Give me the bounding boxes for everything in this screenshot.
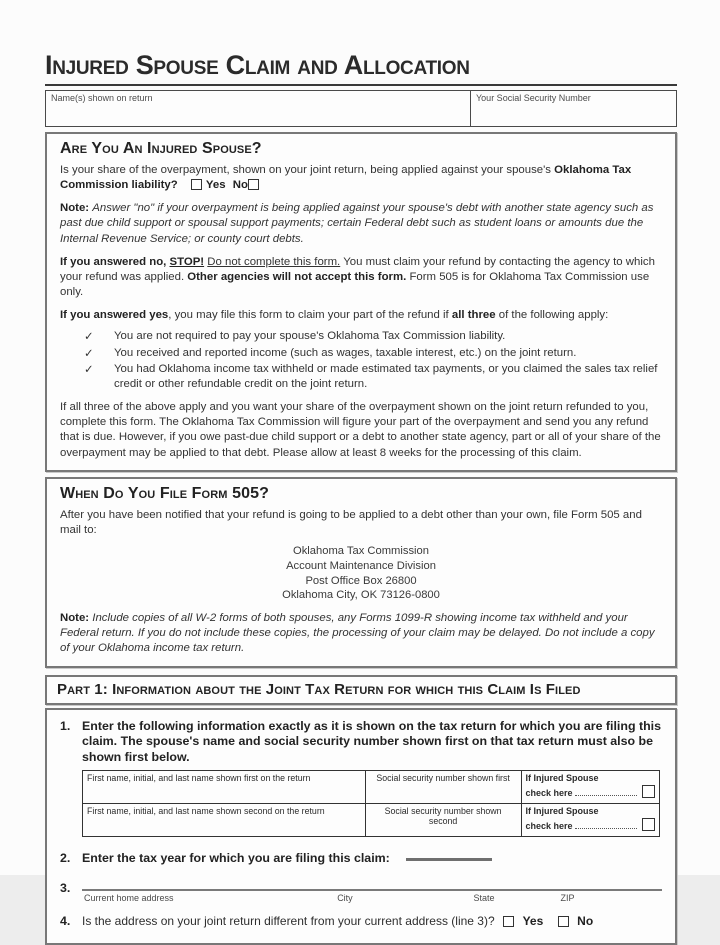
checkmark-icon: ✓ xyxy=(84,347,94,360)
item-4-question: Is the address on your joint return different from your current address (line 3)? xyxy=(82,914,495,929)
eligibility-checklist xyxy=(84,329,662,392)
second-spouse-injured-cell xyxy=(521,804,660,837)
item-1 xyxy=(60,719,662,838)
answered-no-paragraph xyxy=(60,255,662,300)
section-when-file-heading: When Do You File Form 505? xyxy=(60,484,269,502)
injured-spouse-label: If Injured Spouse xyxy=(525,806,599,817)
part1-content-box xyxy=(45,708,677,945)
yes-checkbox[interactable] xyxy=(191,179,202,190)
first-spouse-injured-cell xyxy=(521,771,660,804)
item-2 xyxy=(60,849,662,867)
name-field-label: Name(s) shown on return xyxy=(51,93,153,103)
answered-yes-bold: all three xyxy=(451,309,496,322)
name-field[interactable] xyxy=(46,91,470,126)
when-file-intro: After you have been notified that your refund is going to be applied to a debt other than your own, file Form 505 and mail to: xyxy=(60,508,642,536)
closing-paragraph: If all three of the above apply and you want your share of the overpayment shown on the joint return refunded to you, complete this form. The Oklahoma Tax Commission will figure your part of the overpayment and send you any refund that is due. However, if you owe past-due child support or a debt to another state agency, part or all of your share of the overpayment may be applied to that debt. Please allow at least 8 weeks for the processing of this claim. xyxy=(60,401,661,459)
note-answer-no xyxy=(60,201,662,246)
item-2-text: Enter the tax year for which you are filing this claim: xyxy=(82,851,390,866)
question-bold-text: Oklahoma Tax Commission liability? xyxy=(60,164,632,192)
checklist-item-text: You had Oklahoma income tax withheld or made estimated tax payments, or you claimed the sales tax relief credit or other refundable credit on the joint return. xyxy=(114,362,658,390)
answered-yes-paragraph xyxy=(60,308,662,323)
taxpayer-id-box xyxy=(45,90,677,127)
checklist-item-text: You received and reported income (such as wages, taxable interest, etc.) on the joint return. xyxy=(114,346,577,359)
address-different-no-checkbox[interactable] xyxy=(558,916,569,927)
item-4-no-label: No xyxy=(577,914,594,929)
zip-label: ZIP xyxy=(560,893,575,904)
answered-yes-mid: , you may file this form to claim your part of the refund if xyxy=(168,309,452,322)
question-text: Is your share of the overpayment, shown on your joint return, being applied against your spouse's xyxy=(60,164,555,176)
note-include-copies xyxy=(60,611,662,656)
dotted-leader xyxy=(575,795,637,796)
answered-no-bold: Other agencies will not accept this form. xyxy=(187,270,407,283)
item-1-text: Enter the following information exactly as it is shown on the tax return for which you are filing this claim. The spouse's name and social security number shown first on that tax return must also be shown first below. xyxy=(82,718,661,765)
dotted-leader xyxy=(575,828,637,829)
first-spouse-ssn-label: Social security number shown first xyxy=(376,773,510,784)
table-row xyxy=(83,771,660,804)
item-1-number: 1. xyxy=(60,718,71,733)
answered-yes-lead: If you answered yes xyxy=(60,309,169,322)
answered-no-stop: STOP! xyxy=(169,255,205,268)
second-spouse-name-field[interactable] xyxy=(83,804,366,837)
city-label: City xyxy=(337,893,353,904)
yes-label: Yes xyxy=(205,179,226,192)
section-when-file xyxy=(45,477,677,668)
second-spouse-name-label: First name, initial, and last name shown second on the return xyxy=(87,806,325,817)
answered-yes-tail: of the following apply: xyxy=(495,309,609,322)
note-label: Note: xyxy=(60,202,90,215)
checkmark-icon: ✓ xyxy=(84,363,94,376)
first-spouse-name-field[interactable] xyxy=(83,771,366,804)
item-4-number: 4. xyxy=(60,914,71,929)
address-line: Post Office Box 26800 xyxy=(305,574,417,587)
checklist-item-text: You are not required to pay your spouse's Oklahoma Tax Commission liability. xyxy=(114,330,506,343)
first-spouse-injured-checkbox[interactable] xyxy=(642,785,655,798)
form-title: Injured Spouse Claim and Allocation xyxy=(45,52,677,86)
answered-no-tail: Form 505 is for Oklahoma Tax Commission use only. xyxy=(60,270,650,299)
answered-no-mid: You must claim your refund by contacting the agency to which your refund was applied. xyxy=(60,255,655,283)
address-line: Oklahoma Tax Commission xyxy=(293,544,429,557)
second-spouse-ssn-field[interactable] xyxy=(365,804,521,837)
spouse-info-table xyxy=(82,770,660,837)
item-4-yes-label: Yes xyxy=(522,914,544,929)
table-row xyxy=(83,804,660,837)
checkmark-icon: ✓ xyxy=(84,331,94,344)
item-2-number: 2. xyxy=(60,851,71,866)
answered-no-underlined: Do not complete this form. xyxy=(207,255,341,268)
second-spouse-ssn-label: Social security number shown second xyxy=(384,806,502,827)
item-3-number: 3. xyxy=(60,881,71,896)
home-address-label: Current home address xyxy=(84,893,174,904)
first-spouse-ssn-field[interactable] xyxy=(365,771,521,804)
no-label: No xyxy=(232,179,248,192)
check-here-label: check here xyxy=(525,788,573,799)
note-text: Include copies of all W-2 forms of both spouses, any Forms 1099-R showing income tax withheld and your Federal return. If you do not include these copies, the processing of your claim may be delayed. Do not include a copy of your Oklahoma income tax return. xyxy=(60,612,655,655)
tax-year-input[interactable] xyxy=(406,858,492,861)
ssn-field-label: Your Social Security Number xyxy=(476,93,591,103)
injured-spouse-label: If Injured Spouse xyxy=(525,773,599,784)
ssn-field[interactable] xyxy=(470,91,676,126)
first-spouse-name-label: First name, initial, and last name shown first on the return xyxy=(87,773,311,784)
part1-heading: Part 1: Information about the Joint Tax Return for which this Claim Is Filed xyxy=(57,680,581,698)
section-injured-spouse-heading: Are You An Injured Spouse? xyxy=(60,140,262,157)
part1-header-box xyxy=(45,675,677,705)
check-here-label: check here xyxy=(525,821,573,832)
address-line: Oklahoma City, OK 73126-0800 xyxy=(282,589,440,602)
note-label: Note: xyxy=(60,612,90,625)
address-line: Account Maintenance Division xyxy=(286,559,436,572)
checklist-item xyxy=(84,329,662,344)
item-3 xyxy=(60,881,662,906)
no-checkbox[interactable] xyxy=(248,179,259,190)
address-different-yes-checkbox[interactable] xyxy=(503,916,514,927)
section-injured-spouse xyxy=(45,132,677,472)
state-label: State xyxy=(473,893,495,904)
address-line-labels xyxy=(82,893,662,906)
address-input-line[interactable] xyxy=(82,881,662,891)
injured-spouse-question xyxy=(60,163,662,193)
answered-no-lead: If you answered no, xyxy=(60,255,170,268)
note-text: Answer "no" if your overpayment is being applied against your spouse's debt with another state agency such as past due child support or spousal support payments; certain Federal debt such as student loans or amounts due the Internal Revenue Service; or county court debts. xyxy=(60,202,654,245)
mailing-address xyxy=(60,544,662,603)
item-4 xyxy=(60,912,662,930)
checklist-item xyxy=(84,362,662,392)
second-spouse-injured-checkbox[interactable] xyxy=(642,818,655,831)
checklist-item xyxy=(84,346,662,361)
